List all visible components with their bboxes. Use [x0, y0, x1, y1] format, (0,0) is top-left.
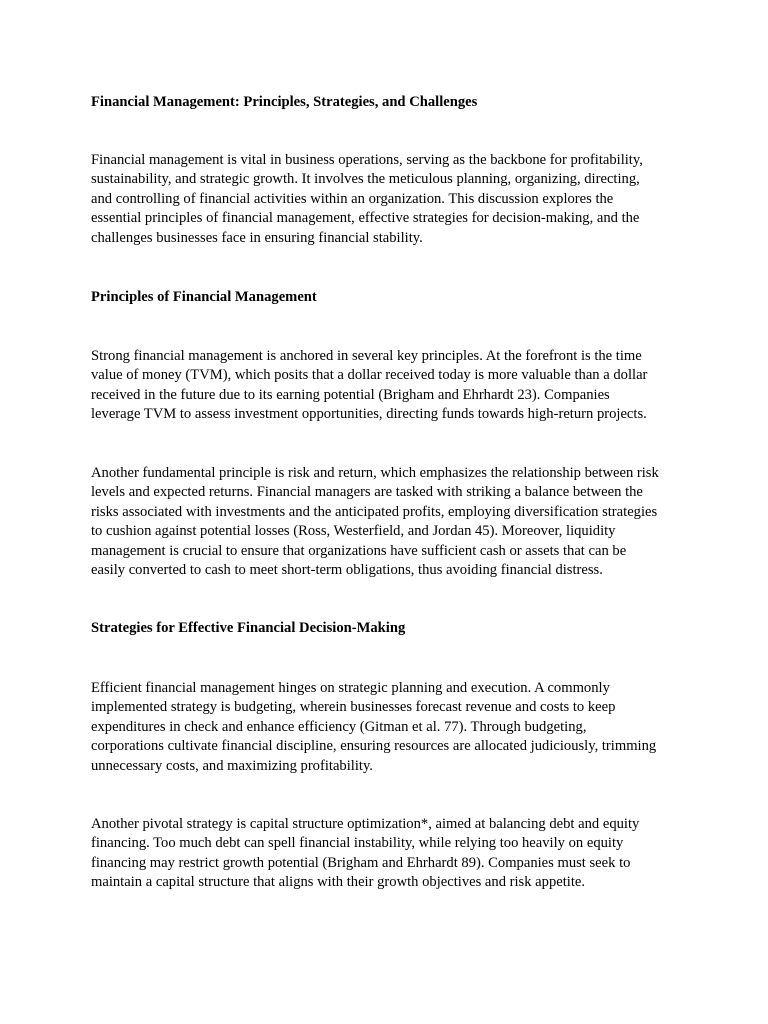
section-heading-strategies: Strategies for Effective Financial Decision-Making [91, 620, 406, 636]
section-heading-principles: Principles of Financial Management [91, 289, 317, 305]
intro-paragraph: Financial management is vital in business operations, serving as the backbone for profitability, sustainability, and strategic growth. It involves the meticulous planning, organizing, directing, and controlling of financial activities within an organization. This discussion explores the essential principles of financial management, effective strategies for decision-making, and the challenges businesses face in ensuring financial stability. [91, 152, 643, 246]
strategies-paragraph-1: Efficient financial management hinges on strategic planning and execution. A commonly implemented strategy is budgeting, wherein businesses forecast revenue and costs to keep expenditures in check and enhance efficiency (Gitman et al. 77). Through budgeting, corporations cultivate financial discipline, ensuring resources are allocated judiciously, trimming unnecessary costs, and maximizing profitability. [91, 680, 657, 774]
strategies-paragraph-2: Another pivotal strategy is capital structure optimization*, aimed at balancing debt and equity financing. Too much debt can spell financial instability, while relying too heavily on equity financing may restrict growth potential (Brigham and Ehrhardt 89). Companies must seek to maintain a capital structure that aligns with their growth objectives and risk appetite. [91, 816, 640, 891]
principles-paragraph-2: Another fundamental principle is risk and return, which emphasizes the relationship between risk levels and expected returns. Financial managers are tasked with striking a balance between the risks associated with investments and the anticipated profits, employing diversification strategies to cushion against potential losses (Ross, Westerfield, and Jordan 45). Moreover, liquidity management is crucial to ensure that organizations have sufficient cash or assets that can be easily converted to cash to meet short-term obligations, thus avoiding financial distress. [91, 465, 659, 579]
document-title: Financial Management: Principles, Strategies, and Challenges [91, 94, 478, 110]
principles-paragraph-1: Strong financial management is anchored in several key principles. At the forefront is the time value of money (TVM), which posits that a dollar received today is more valuable than a dollar received in the future due to its earning potential (Brigham and Ehrhardt 23). Companies leverage TVM to assess investment opportunities, directing funds towards high-return projects. [91, 348, 648, 423]
